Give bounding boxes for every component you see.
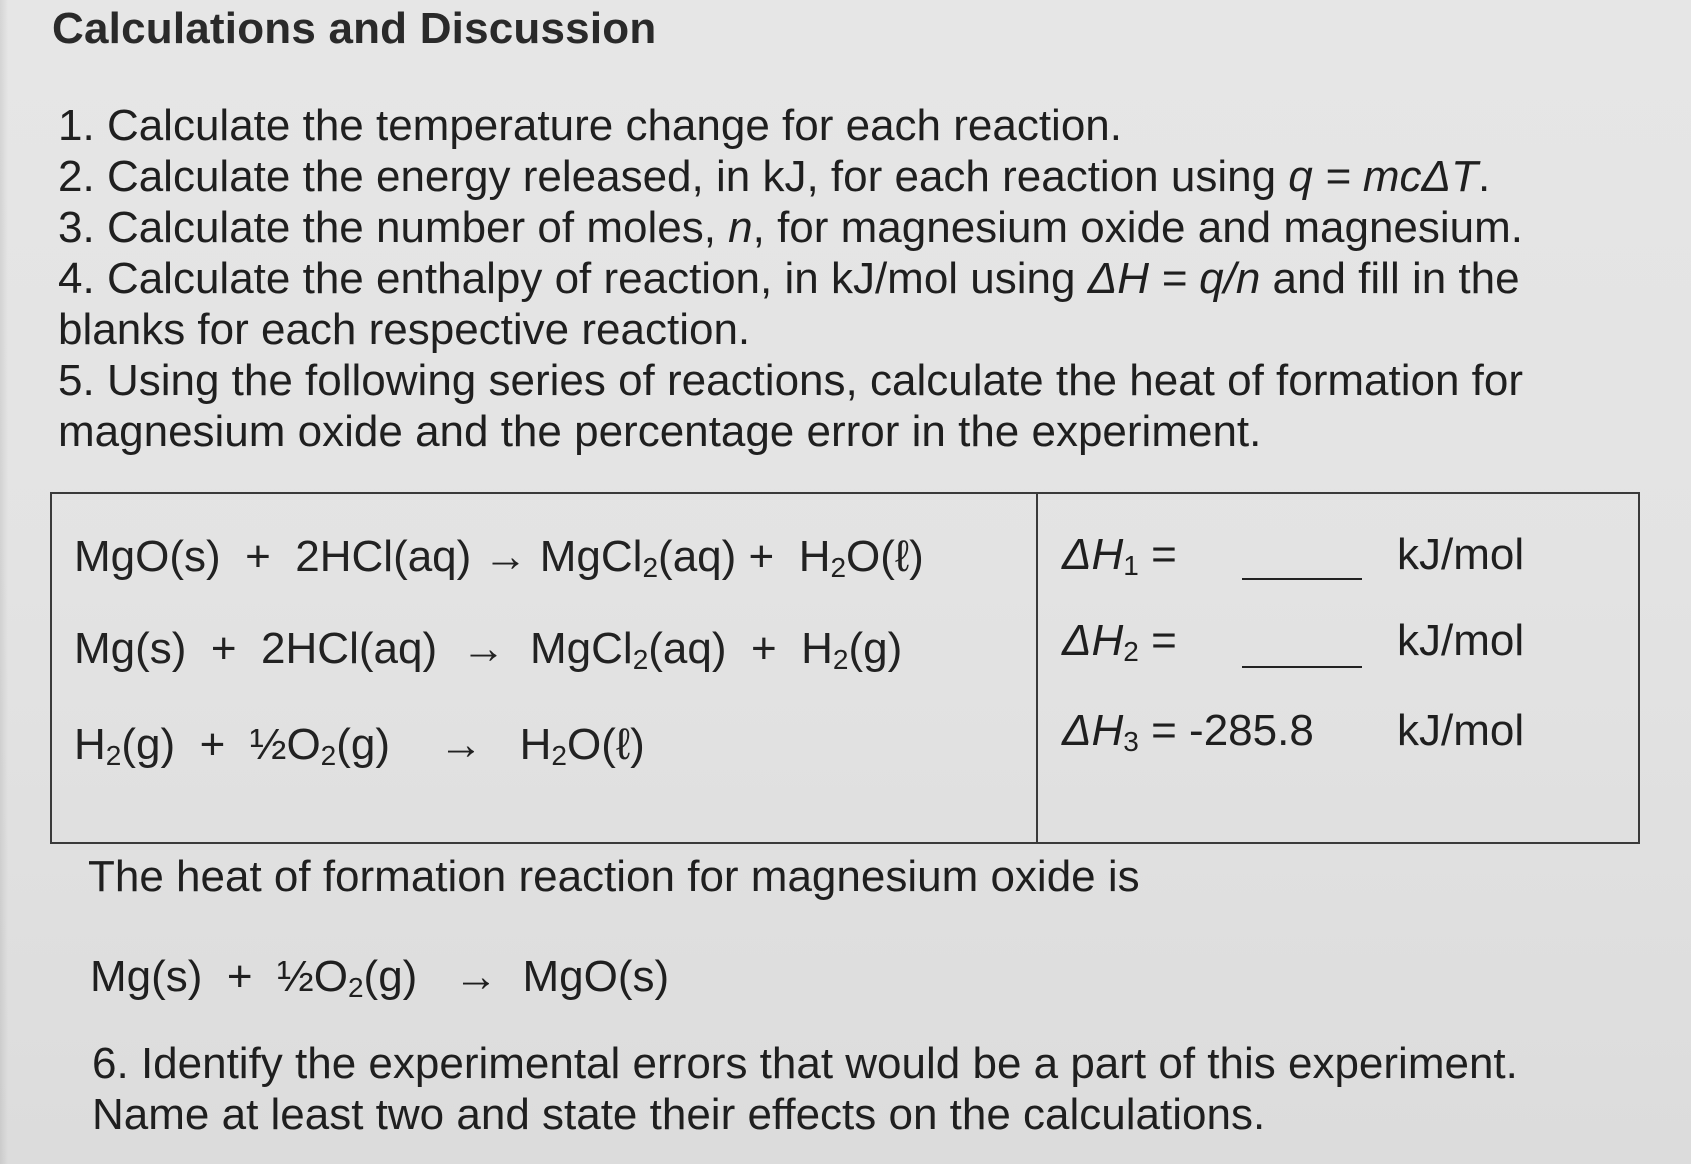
unit-label: kJ/mol <box>1397 706 1525 755</box>
answer-blank[interactable] <box>1242 578 1362 580</box>
question-list <box>58 100 1528 457</box>
arrow-icon: → <box>454 952 499 1001</box>
variable-n: n <box>728 203 753 252</box>
reactant: 2HCl(aq) <box>295 532 472 581</box>
question-text-tail: . <box>1477 152 1491 201</box>
formation-equation <box>90 952 669 1002</box>
question-6 <box>92 1038 1612 1140</box>
reaction-table <box>50 492 1640 844</box>
plus-sign: + <box>210 624 237 673</box>
question-number: 2. <box>58 152 95 201</box>
question-text: Identify the experimental errors that would be a part of this experiment. Name at least two and state their effects on the calculations. <box>92 1039 1518 1139</box>
enthalpy-label: $\Delta H_1$ = <box>1062 530 1177 581</box>
section-heading: Calculations and Discussion <box>52 4 657 53</box>
arrow-icon: → <box>483 532 528 581</box>
reaction-row-3 <box>52 706 1638 810</box>
question-5 <box>58 355 1528 457</box>
question-number: 4. <box>58 254 95 303</box>
reactant: MgO(s) <box>74 532 221 581</box>
product: MgCl$_2$(aq) <box>530 624 727 675</box>
question-4 <box>58 253 1528 355</box>
plus-sign: + <box>199 720 226 769</box>
reaction-row-2 <box>52 616 1638 714</box>
product: MgO(s) <box>522 952 670 1001</box>
plus-sign: + <box>245 532 271 581</box>
question-text: Calculate the temperature change for each reaction. <box>106 101 1122 150</box>
reactant: $\frac{1}{2}O_2(g)$ <box>277 952 418 1003</box>
reactant: $\frac{1}{2}O_2(g)$ <box>249 720 391 771</box>
question-1 <box>58 100 1528 151</box>
arrow-icon: → <box>438 720 483 769</box>
plus-sign: + <box>748 532 775 581</box>
question-3 <box>58 202 1528 253</box>
page-edge-shadow <box>0 0 8 1164</box>
arrow-icon: → <box>461 624 506 673</box>
question-number: 1. <box>58 101 95 150</box>
reaction-equation <box>74 624 902 674</box>
reactant: Mg(s) <box>90 952 203 1001</box>
question-number: 6. <box>92 1039 129 1088</box>
question-text-tail: , for magnesium oxide and magnesium. <box>752 203 1524 252</box>
enthalpy-label: $\Delta H_2$ = <box>1062 616 1177 667</box>
reactant: 2HCl(aq) <box>261 624 438 673</box>
question-number: 3. <box>58 203 95 252</box>
unit-label: kJ/mol <box>1397 616 1525 665</box>
reactant: $H_2(g)$ <box>74 720 176 771</box>
plus-sign: + <box>750 624 777 673</box>
reaction-equation <box>74 532 924 582</box>
question-text: Calculate the number of moles, <box>106 203 729 252</box>
reaction-equation <box>74 720 645 770</box>
question-text-tail: and fill in the blanks for each respective reaction. <box>58 254 1520 354</box>
product: $H_2(g)$ <box>801 624 903 675</box>
enthalpy-value: -285.8 <box>1189 706 1314 755</box>
question-text: Using the following series of reactions, calculate the heat of formation for magnesium oxide and the percentage error in the experiment. <box>58 356 1524 456</box>
product: MgCl$_2$(aq) <box>539 532 737 583</box>
formula: ΔH = q/n <box>1087 254 1261 303</box>
question-text: Calculate the enthalpy of reaction, in kJ/mol using <box>106 254 1088 303</box>
formula: q = mcΔT <box>1288 152 1478 201</box>
question-number: 5. <box>58 356 95 405</box>
reactant: Mg(s) <box>74 624 187 673</box>
question-text: Calculate the energy released, in kJ, for each reaction using <box>106 152 1289 201</box>
plus-sign: + <box>226 952 253 1001</box>
product: $H_2O(\ell)$ <box>519 720 645 771</box>
reaction-row-1 <box>52 532 1638 622</box>
answer-blank[interactable] <box>1242 666 1362 668</box>
product: $H_2O(\ell)$ <box>798 532 924 583</box>
unit-label: kJ/mol <box>1397 530 1525 579</box>
question-2 <box>58 151 1528 202</box>
formation-intro: The heat of formation reaction for magnesium oxide is <box>88 852 1140 901</box>
enthalpy-label: $\Delta H_3 = -285.8$ <box>1062 706 1314 757</box>
